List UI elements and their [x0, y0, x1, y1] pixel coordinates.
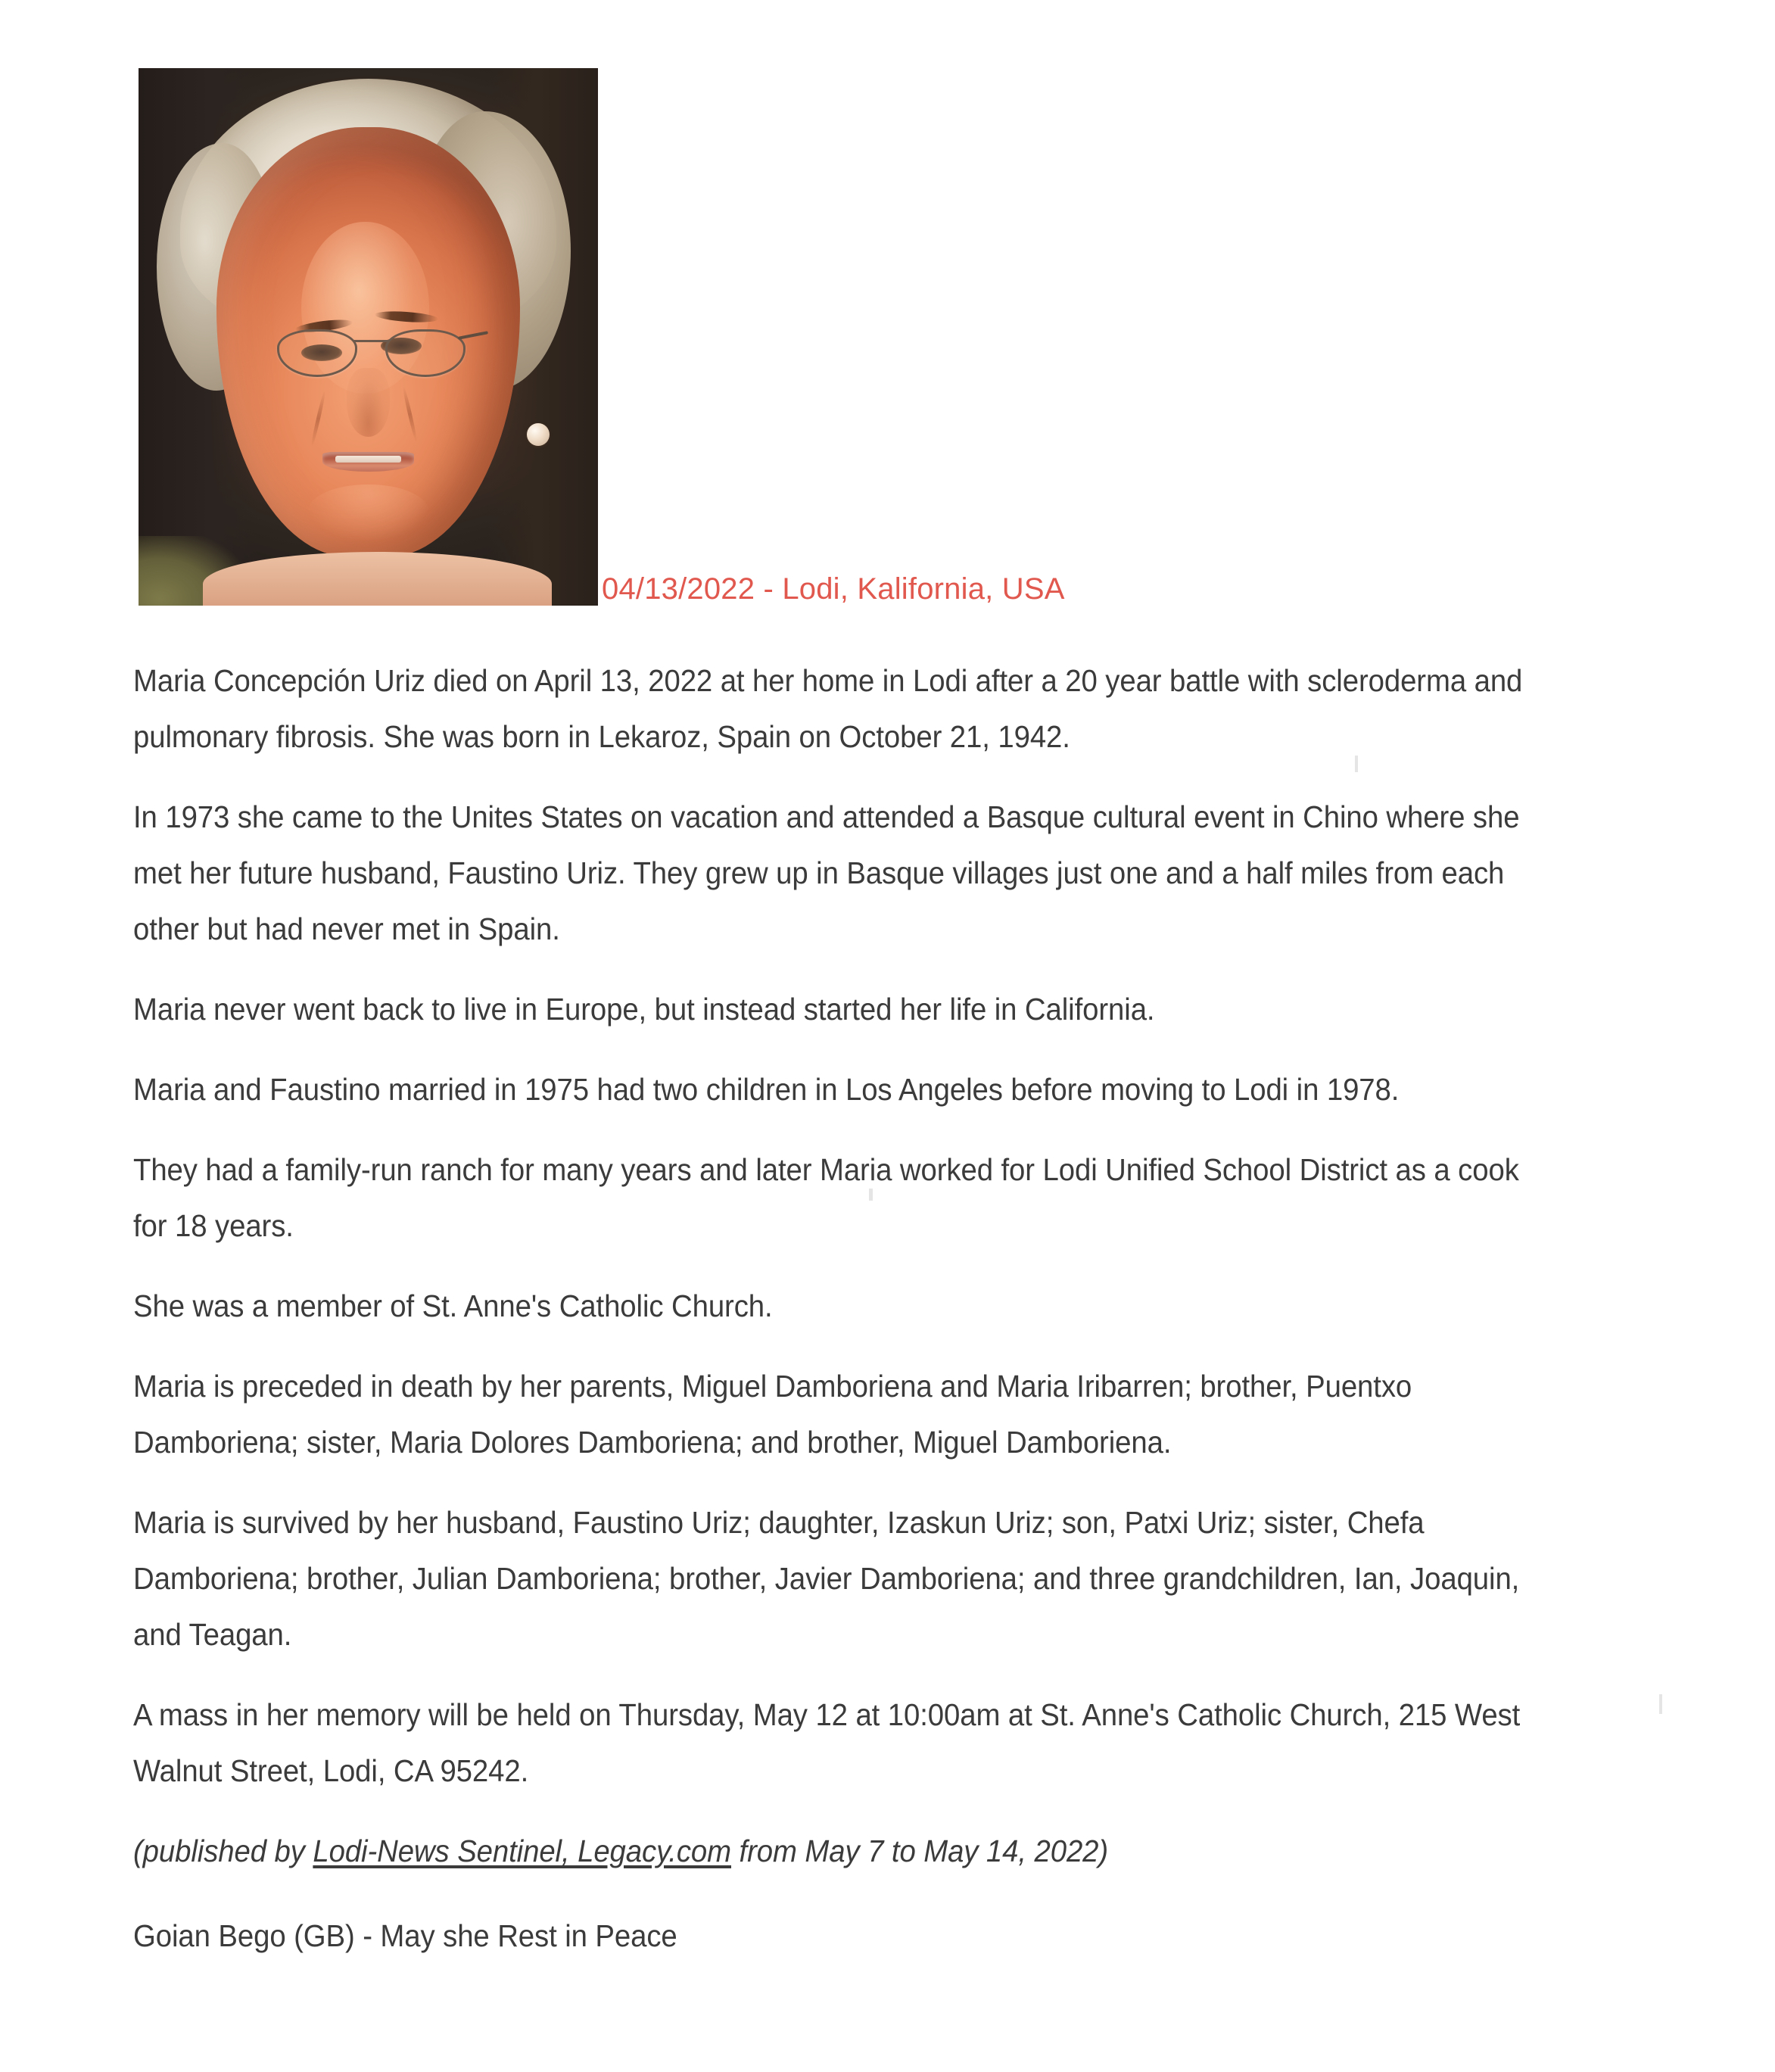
smile-line-left [310, 390, 327, 447]
scan-artifact [1355, 756, 1358, 772]
paragraph-memorial-mass: A mass in her memory will be held on Thursday, May 12 at 10:00am at St. Anne's Catholic Church, 215 West Walnut Street, Lodi, CA 95242. [133, 1697, 1521, 1788]
paragraph-survived-by: Maria is survived by her husband, Faustino Uriz; daughter, Izaskun Uriz; son, Patxi Uriz; sister, Chefa Damboriena; brother, Julian Damboriena; brother, Javier Damboriena; and three grandchildren, Ian, Joaquin, and Teagan. [133, 1505, 1520, 1652]
portrait-photograph [139, 68, 598, 606]
eyeglass-temple [458, 331, 488, 340]
mouth [322, 452, 413, 472]
paragraph-death-notice: Maria Concepción Uriz died on April 13, 2022 at her home in Lodi after a 20 year battle with scleroderma and pulmonary fibrosis. She was born in Lekaroz, Spain on October 21, 1942. [133, 663, 1523, 754]
credit-prefix: (published by [133, 1834, 313, 1868]
basque-farewell: Goian Bego (GB) - May she Rest in Peace [133, 1918, 677, 1953]
eyeglasses [277, 329, 465, 372]
paragraph-preceded-in-death: Maria is preceded in death by her parents, Miguel Damboriena and Maria Iribarren; brother, Puentxo Damboriena; sister, Maria Dolores Damboriena; and brother, Miguel Damboriena. [133, 1369, 1412, 1460]
paragraph-marriage: Maria and Faustino married in 1975 had two children in Los Angeles before moving to Lodi in 1978. [133, 1072, 1400, 1107]
credit-suffix: from May 7 to May 14, 2022) [731, 1834, 1109, 1868]
teeth [335, 456, 401, 463]
nose [347, 368, 389, 437]
paragraph-life-in-california: Maria never went back to live in Europe, but instead started her life in California. [133, 992, 1155, 1027]
obituary-body [133, 653, 1636, 1964]
paragraph-ranch-and-work: They had a family-run ranch for many years and later Maria worked for Lodi Unified School District as a cook for 18 years. [133, 1152, 1519, 1243]
eyeglass-bridge [353, 340, 391, 342]
scan-artifact [1659, 1694, 1662, 1714]
publication-credit [133, 1823, 1538, 1879]
paragraph-arrival-1973: In 1973 she came to the Unites States on vacation and attended a Basque cultural event in Chino where she met her future husband, Faustino Uriz. They grew up in Basque villages just one and a half miles from each other but had never met in Spain. [133, 799, 1520, 946]
earring [527, 423, 550, 446]
scan-artifact [869, 1189, 873, 1201]
credit-source-link[interactable]: Lodi-News Sentinel, Legacy.com [313, 1834, 732, 1868]
dateline: 04/13/2022 - Lodi, Kalifornia, USA [602, 572, 1065, 606]
eyeglass-lens-left [277, 329, 357, 377]
face [216, 127, 520, 557]
photo-frame [139, 68, 598, 606]
paragraph-church-membership: She was a member of St. Anne's Catholic Church. [133, 1288, 773, 1323]
smile-line-right [401, 385, 418, 442]
chin [307, 485, 428, 541]
eyeglass-lens-right [385, 329, 465, 377]
